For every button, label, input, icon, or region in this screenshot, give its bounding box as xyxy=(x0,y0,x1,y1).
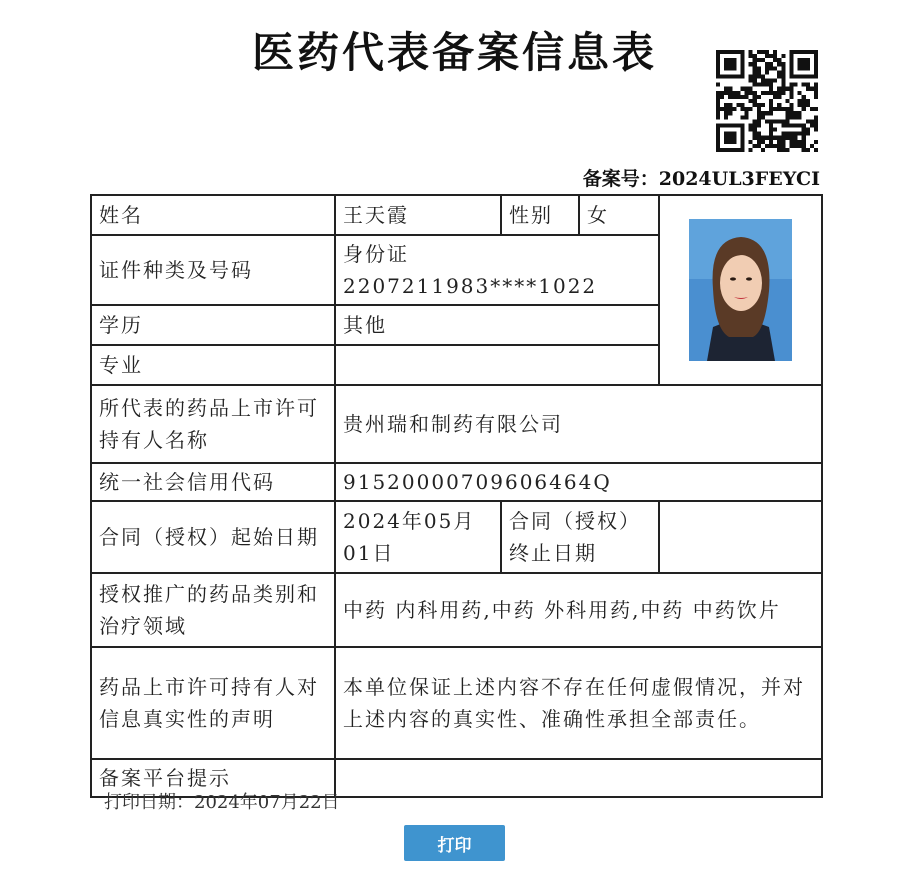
document-title: 医药代表备案信息表 xyxy=(251,28,657,77)
platform-value xyxy=(335,759,822,797)
id-value: 身份证 2207211983****1022 xyxy=(335,235,659,305)
photo-cell xyxy=(659,195,822,385)
education-label: 学历 xyxy=(91,305,335,345)
credit-code-label: 统一社会信用代码 xyxy=(91,463,335,501)
table-row xyxy=(91,195,822,235)
declaration-value: 本单位保证上述内容不存在任何虚假情况，并对上述内容的真实性、准确性承担全部责任。 xyxy=(335,647,822,759)
education-value: 其他 xyxy=(335,305,659,345)
category-label: 授权推广的药品类别和治疗领域 xyxy=(91,573,335,647)
category-value: 中药 内科用药,中药 外科用药,中药 中药饮片 xyxy=(335,573,822,647)
table-row xyxy=(91,463,822,501)
table-row xyxy=(91,501,822,573)
table-row xyxy=(91,573,822,647)
contract-start-value: 2024年05月01日 xyxy=(335,501,501,573)
platform-label: 备案平台提示 xyxy=(91,759,335,797)
avatar xyxy=(689,219,792,361)
contract-end-value xyxy=(659,501,822,573)
major-label: 专业 xyxy=(91,345,335,385)
contract-start-label: 合同（授权）起始日期 xyxy=(91,501,335,573)
name-label: 姓名 xyxy=(91,195,335,235)
contract-end-label: 合同（授权）终止日期 xyxy=(501,501,659,573)
table-row xyxy=(91,385,822,463)
gender-label: 性别 xyxy=(501,195,579,235)
gender-value: 女 xyxy=(579,195,659,235)
holder-label: 所代表的药品上市许可持有人名称 xyxy=(91,385,335,463)
credit-code-value: 91520000709606464Q xyxy=(335,463,822,501)
print-button[interactable]: 打印 xyxy=(404,825,505,861)
id-label: 证件种类及号码 xyxy=(91,235,335,305)
name-value: 王天霞 xyxy=(335,195,501,235)
record-number: 备案号：2024UL3FEYCI xyxy=(582,168,820,190)
holder-value: 贵州瑞和制药有限公司 xyxy=(335,385,822,463)
table-row xyxy=(91,647,822,759)
qr-code xyxy=(716,50,818,152)
major-value xyxy=(335,345,659,385)
info-table xyxy=(90,194,823,798)
declaration-label: 药品上市许可持有人对信息真实性的声明 xyxy=(91,647,335,759)
print-date: 打印日期：2024年07月22日 xyxy=(104,792,340,813)
